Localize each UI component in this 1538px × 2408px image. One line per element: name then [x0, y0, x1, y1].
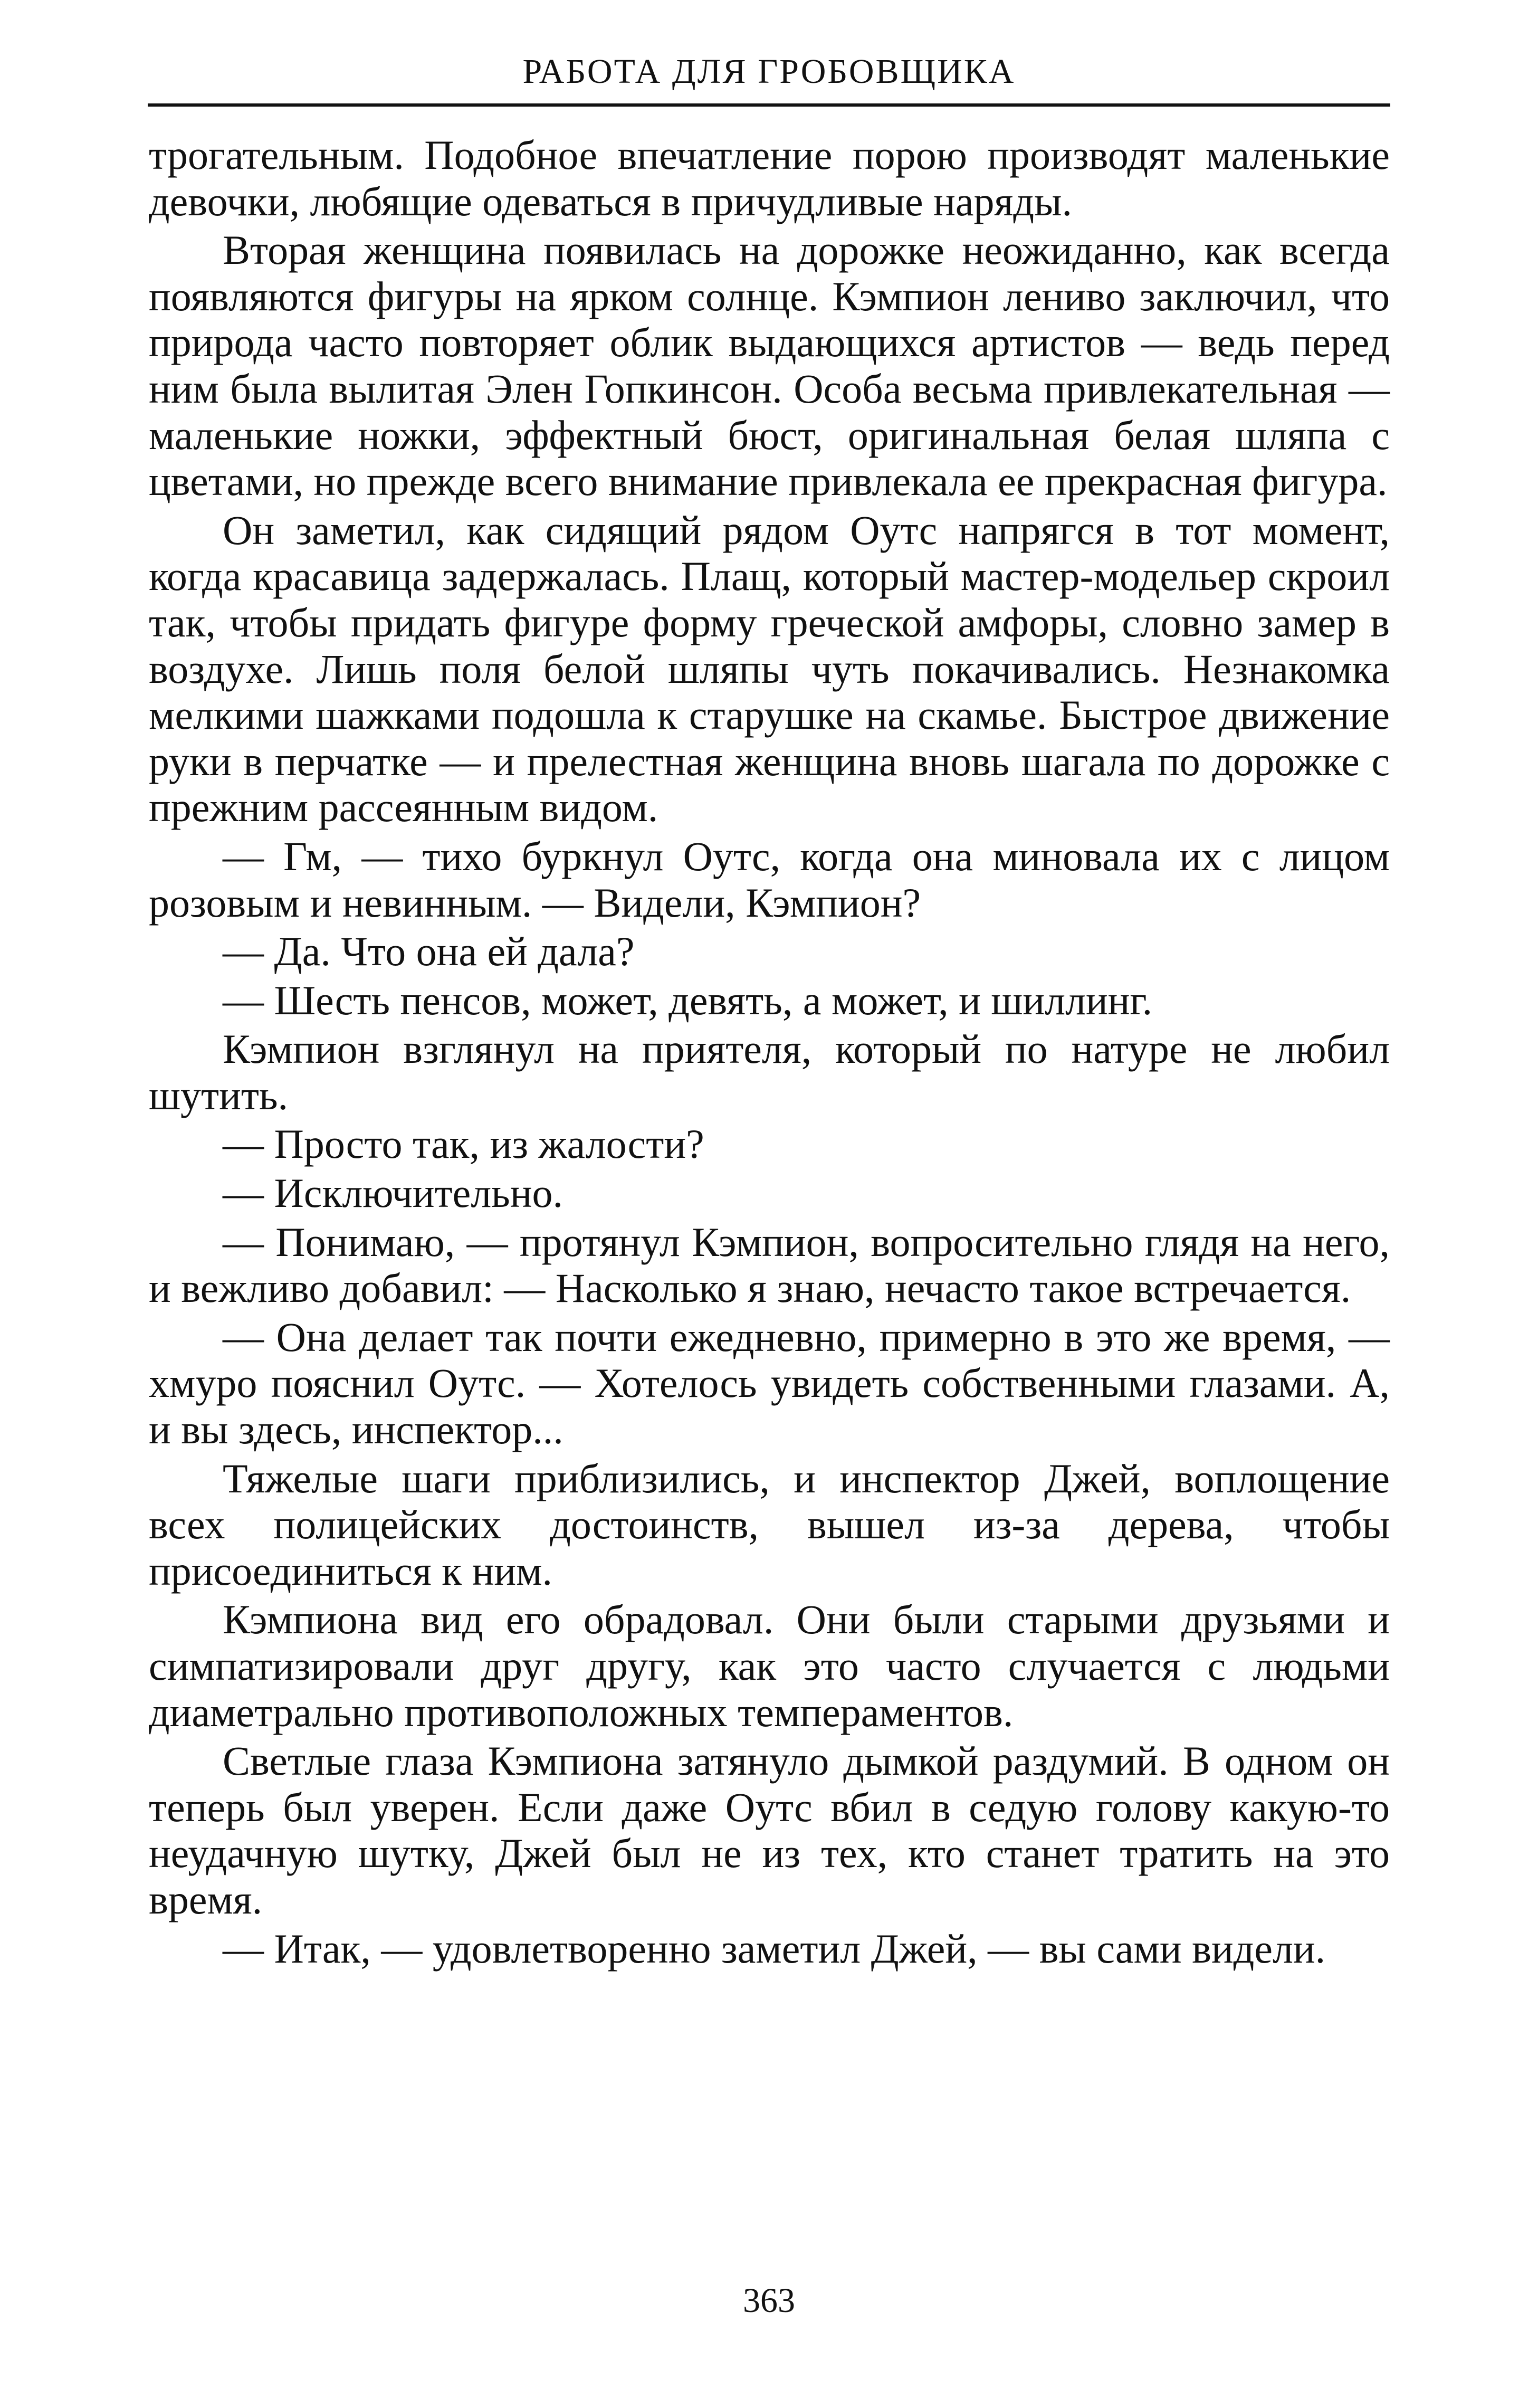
paragraph-11: — Она делает так почти ежедневно, примерно в это же время, — хмуро пояснил Оутс. — Хотелось увидеть собственными глазами. А, и вы здесь, инспектор... [149, 1314, 1390, 1453]
paragraph-9: — Исключительно. [223, 1170, 563, 1216]
paragraph-8: — Просто так, из жалости? [223, 1121, 704, 1167]
paragraph-3: Он заметил, как сидящий рядом Оутс напрягся в тот момент, когда красавица задержалась. Плащ, который мастер-модельер скроил так, чтобы придать фигуре форму греческой амфоры, словно замер в воздухе. Лишь поля белой шляпы чуть покачивались. Незнакомка мелкими шажками подошла к старушке на скамье. Быстрое движение руки в перчатке — и прелестная женщина вновь шагала по дорожке с прежним рассеянным видом. [149, 507, 1390, 831]
paragraph-7: Кэмпион взглянул на приятеля, который по натуре не любил шутить. [149, 1026, 1390, 1118]
paragraph-15: — Итак, — удовлетворенно заметил Джей, — вы сами видели. [223, 1925, 1326, 1972]
running-head: РАБОТА ДЛЯ ГРОБОВЩИКА [522, 52, 1016, 91]
body-text [149, 132, 1390, 1974]
paragraph-6: — Шесть пенсов, может, девять, а может, и шиллинг. [223, 977, 1153, 1023]
paragraph-4: — Гм, — тихо буркнул Оутс, когда она миновала их с лицом розовым и невинным. — Видели, Кэмпион? [149, 833, 1390, 926]
paragraph-14: Светлые глаза Кэмпиона затянуло дымкой раздумий. В одном он теперь был уверен. Если даже Оутс вбил в седую голову какую-то неудачную шутку, Джей был не из тех, кто станет тратить на это время. [149, 1738, 1390, 1922]
paragraph-2: Вторая женщина появилась на дорожке неожиданно, как всегда появляются фигуры на ярком солнце. Кэмпион лениво заключил, что природа часто повторяет облик выдающихся артистов — ведь перед ним была вылитая Элен Гопкинсон. Особа весьма привлекательная — маленькие ножки, эффектный бюст, оригинальная белая шляпа с цветами, но прежде всего внимание привлекала ее прекрасная фигура. [149, 227, 1390, 505]
paragraph-1: трогательным. Подобное впечатление порою производят маленькие девочки, любящие одеваться в причудливые наряды. [149, 132, 1390, 224]
header-rule [148, 103, 1390, 107]
paragraph-10: — Понимаю, — протянул Кэмпион, вопросительно глядя на него, и вежливо добавил: — Насколько я знаю, нечасто такое встречается. [149, 1219, 1390, 1311]
page-number: 363 [743, 2281, 795, 2320]
paragraph-13: Кэмпиона вид его обрадовал. Они были старыми друзьями и симпатизировали друг другу, как это часто случается с людьми диаметрально противоположных темпераментов. [149, 1596, 1390, 1735]
paragraph-12: Тяжелые шаги приблизились, и инспектор Джей, воплощение всех полицейских достоинств, вышел из-за дерева, чтобы присоединиться к ним. [149, 1455, 1390, 1594]
paragraph-5: — Да. Что она ей дала? [223, 928, 635, 975]
